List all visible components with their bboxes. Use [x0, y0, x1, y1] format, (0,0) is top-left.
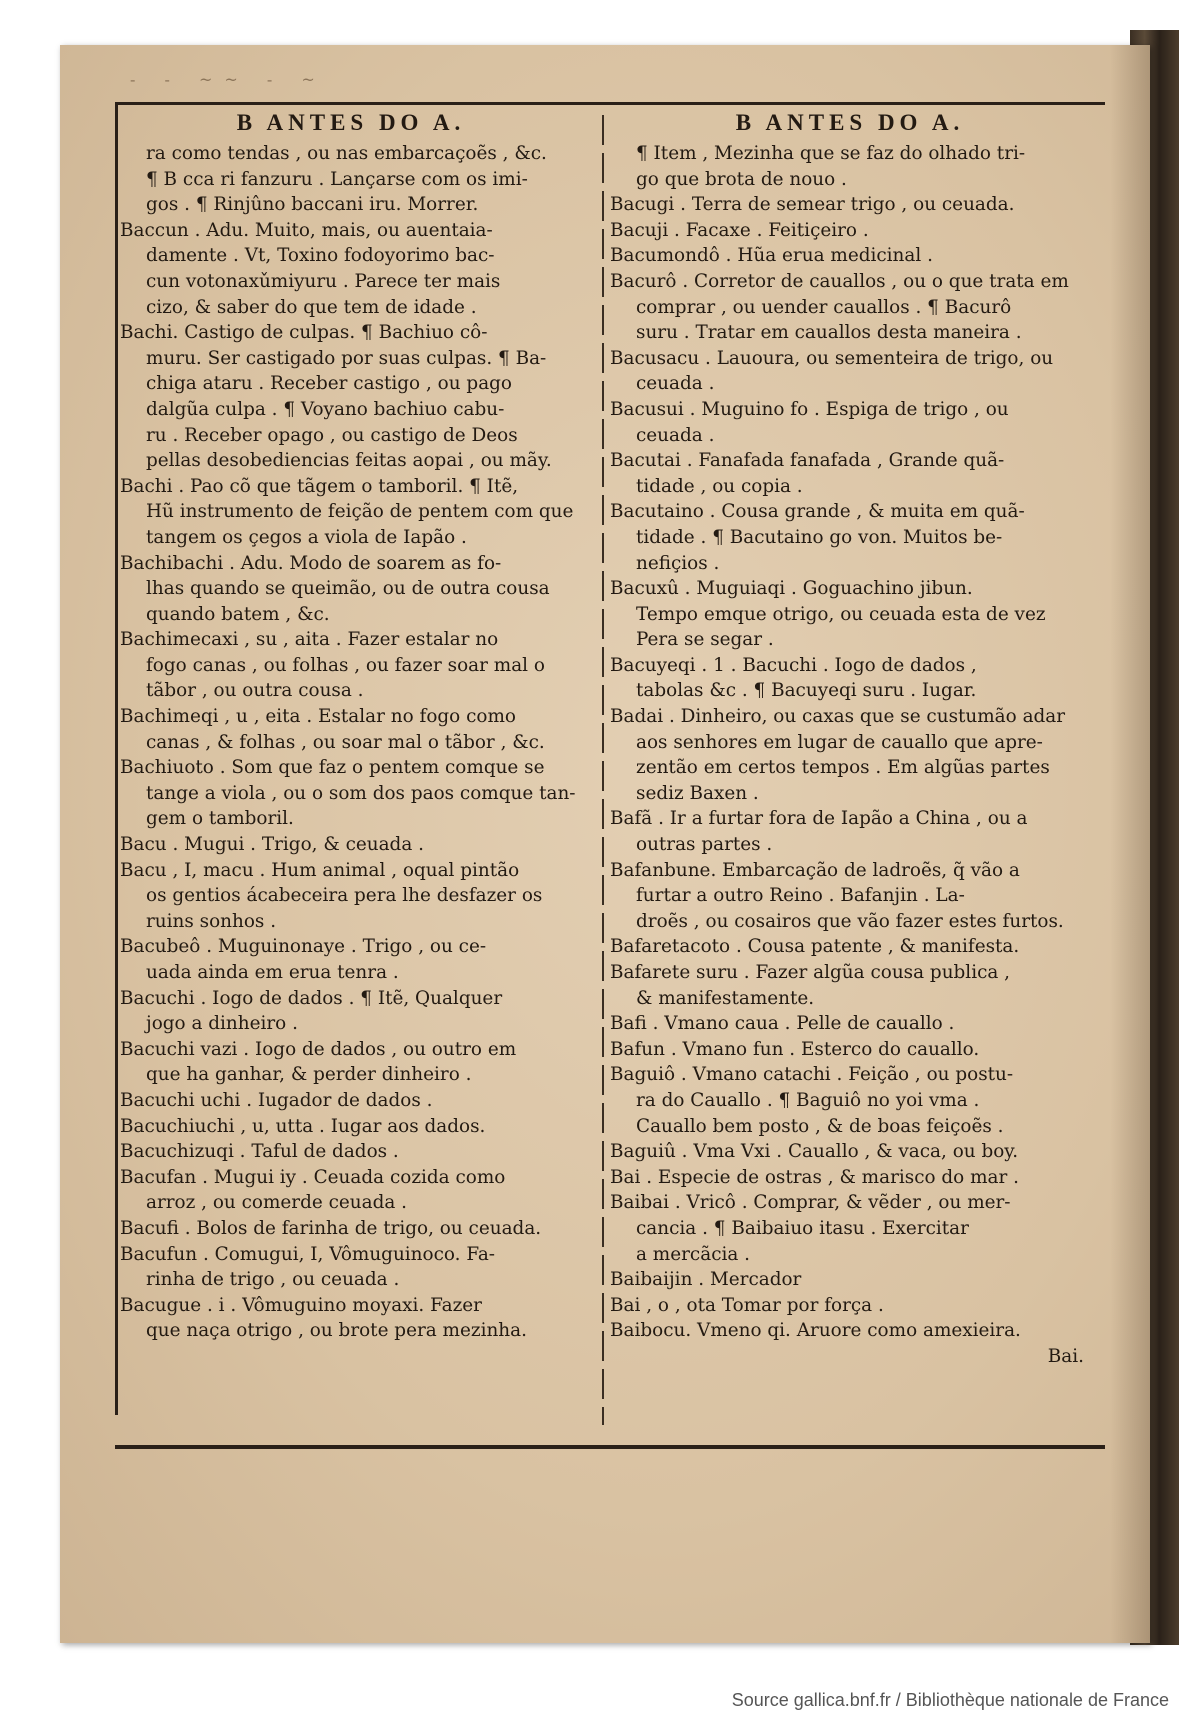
dictionary-line: Bacu . Mugui . Trigo, & ceuada . — [120, 834, 424, 856]
dictionary-line: Bacuji . Facaxe . Feitiçeiro . — [610, 219, 869, 241]
dictionary-line: Bacusacu . Lauoura, ou sementeira de trigo, ou — [610, 347, 1054, 369]
dictionary-line: aos senhores em lugar de cauallo que apre- — [636, 731, 1043, 753]
dictionary-line: que ha ganhar, & perder dinheiro . — [146, 1064, 472, 1086]
dictionary-line: Baibocu. Vmeno qi. Aruore como amexieira. — [610, 1320, 1021, 1342]
dictionary-line: a mercãcia . — [636, 1243, 751, 1265]
faint-top-marks: - - ~~ - ~ — [130, 70, 327, 89]
dictionary-line: Bacuchi . Iogo de dados . ¶ Itẽ, Qualquer — [120, 987, 503, 1009]
dictionary-line: Baibaijin . Mercador — [610, 1269, 802, 1291]
dictionary-line: jogo a dinheiro . — [146, 1013, 298, 1035]
dictionary-line: ra como tendas , ou nas embarcaçoẽs , &c. — [146, 143, 547, 164]
page-gutter-shadow — [1110, 45, 1150, 1643]
dictionary-line: Bacumondô . Hũa erua medicinal . — [610, 245, 933, 267]
dictionary-line: Bacutaino . Cousa grande , & muita em quã- — [610, 501, 1025, 523]
dictionary-line: quando batem , &c. — [146, 603, 330, 625]
dictionary-line: dalgũa culpa . ¶ Voyano bachiuo cabu- — [146, 398, 505, 420]
dictionary-line: Bachibachi . Adu. Modo de soarem as fo- — [120, 552, 502, 574]
running-header-left: B ANTES DO A. — [236, 110, 466, 135]
dictionary-line: cancia . ¶ Baibaiuo itasu . Exercitar — [636, 1217, 969, 1239]
dictionary-line: cun votonaxǔmiyuru . Parece ter mais — [146, 270, 501, 292]
dictionary-line: tãbor , ou outra cousa . — [146, 680, 364, 702]
dictionary-line: Bafarete suru . Fazer algũa cousa publica , — [610, 962, 1011, 983]
dictionary-line: ¶ Item , Mezinha que se faz do olhado tri- — [636, 143, 1026, 164]
dictionary-line: Bachi. Castigo de culpas. ¶ Bachiuo cô- — [120, 322, 488, 344]
dictionary-line: Baibai . Vricô . Comprar, & vẽder , ou mer- — [610, 1192, 1011, 1214]
dictionary-line: Bacufan . Mugui iy . Ceuada cozida como — [120, 1166, 506, 1188]
left-rule — [115, 105, 118, 1415]
dictionary-line: Bacufun . Comugui, I, Vômuguinoco. Fa- — [120, 1243, 496, 1265]
dictionary-line: cizo, & saber do que tem de idade . — [146, 296, 477, 318]
dictionary-line: gos . ¶ Rinjûno baccani iru. Morrer. — [146, 194, 479, 216]
dictionary-line: muru. Ser castigado por suas culpas. ¶ Ba- — [146, 347, 547, 369]
dictionary-line: & manifestamente. — [636, 987, 815, 1009]
bottom-rule — [115, 1445, 1105, 1449]
dictionary-line: Tempo emque otrigo, ou ceuada esta de vez — [636, 603, 1046, 625]
dictionary-line: Bachiuoto . Som que faz o pentem comque se — [120, 757, 545, 779]
dictionary-line: Bai . Especie de ostras , & marisco do mar . — [610, 1166, 1019, 1188]
dictionary-line: Cauallo bem posto , & de boas feiçoẽs . — [636, 1115, 1004, 1137]
dictionary-line: tabolas &c . ¶ Bacuyeqi suru . Iugar. — [636, 680, 977, 702]
dictionary-line: Bacuxû . Muguiaqi . Goguachino jibun. — [610, 578, 973, 600]
dictionary-line: Baguiô . Vmano catachi . Feição , ou postu- — [610, 1064, 1014, 1086]
dictionary-line: Bacusui . Muguino fo . Espiga de trigo , ou — [610, 398, 1009, 420]
dictionary-line: os gentios ácabeceira pera lhe desfazer os — [146, 885, 543, 907]
dictionary-line: ra do Cauallo . ¶ Baguiô no yoi vma . — [636, 1089, 980, 1111]
dictionary-line: zentão em certos tempos . Em algũas partes — [636, 757, 1050, 779]
dictionary-line: Bachimeqi , u , eita . Estalar no fogo como — [120, 706, 516, 728]
dictionary-line: canas , & folhas , ou soar mal o tãbor , &c. — [146, 731, 545, 753]
dictionary-line: Bachimecaxi , su , aita . Fazer estalar no — [120, 629, 499, 651]
dictionary-line: go que brota de nouo . — [636, 168, 847, 190]
column-divider — [602, 115, 604, 1425]
dictionary-line: droẽs , ou cosairos que vão fazer estes furtos. — [636, 910, 1064, 932]
dictionary-line: Bacutai . Fanafada fanafada , Grande quã- — [610, 450, 1005, 472]
dictionary-line: lhas quando se queimão, ou de outra cousa — [146, 578, 550, 600]
dictionary-line: Bacubeô . Muguinonaye . Trigo , ou ce- — [120, 936, 487, 958]
dictionary-line: Bacugi . Terra de semear trigo , ou ceuada. — [610, 194, 1015, 216]
dictionary-line: fogo canas , ou folhas , ou fazer soar mal o — [146, 654, 545, 676]
dictionary-line: Hũ instrumento de feição de pentem com que — [146, 501, 574, 523]
dictionary-line: nefiçios . — [636, 552, 720, 574]
top-rule — [115, 102, 1105, 105]
source-credit: Source gallica.bnf.fr / Bibliothèque nationale de France — [731, 1690, 1169, 1710]
dictionary-line: sediz Baxen . — [636, 782, 759, 804]
dictionary-line: Bacuchi uchi . Iugador de dados . — [120, 1089, 433, 1111]
dictionary-line: Badai . Dinheiro, ou caxas que se custumão adar — [610, 706, 1066, 728]
dictionary-line: Bafanbune. Embarcação de ladroẽs, q̃ vão a — [610, 859, 1020, 881]
dictionary-line: Bacuchiuchi , u, utta . Iugar aos dados. — [120, 1115, 486, 1137]
dictionary-line: rinha de trigo , ou ceuada . — [146, 1269, 400, 1291]
dictionary-line: outras partes . — [636, 834, 773, 856]
dictionary-line: ruins sonhos . — [146, 910, 277, 932]
dictionary-line: comprar , ou uender cauallos . ¶ Bacurô — [636, 296, 1012, 318]
dictionary-line: Bacu , I, macu . Hum animal , oqual pintão — [120, 859, 520, 881]
dictionary-line: ceuada . — [636, 424, 715, 446]
dictionary-line: chiga ataru . Receber castigo , ou pago — [146, 373, 513, 395]
dictionary-line: Baguiû . Vma Vxi . Cauallo , & vaca, ou boy. — [610, 1141, 1019, 1163]
dictionary-line: Bafaretacoto . Cousa patente , & manifesta. — [610, 936, 1020, 958]
dictionary-line: arroz , ou comerde ceuada . — [146, 1192, 408, 1214]
dictionary-line: suru . Tratar em cauallos desta maneira . — [636, 322, 1022, 344]
dictionary-line: tidade , ou copia . — [636, 475, 803, 497]
dictionary-line: tidade . ¶ Bacutaino go von. Muitos be- — [636, 526, 1003, 548]
dictionary-line: pellas desobediencias feitas aopai , ou mãy. — [146, 450, 552, 472]
catchword: Bai. — [1047, 1345, 1084, 1367]
dictionary-line: Bacufi . Bolos de farinha de trigo, ou ceuada. — [120, 1217, 542, 1239]
dictionary-line: Bacuyeqi . 1 . Bacuchi . Iogo de dados , — [610, 654, 977, 676]
dictionary-line: Bacuchizuqi . Taful de dados . — [120, 1141, 399, 1163]
right-column — [610, 108, 1090, 1428]
right-column-entries — [610, 141, 1090, 1344]
dictionary-line: Bachi . Pao cõ que tãgem o tamboril. ¶ Itẽ, — [120, 475, 519, 497]
dictionary-line: damente . Vt, Toxino fodoyorimo bac- — [146, 245, 495, 267]
dictionary-line: ¶ B cca ri fanzuru . Lançarse com os imi- — [146, 168, 528, 190]
dictionary-line: tange a viola , ou o som dos paos comque tan- — [146, 782, 576, 804]
dictionary-line: Bai , o , ota Tomar por força . — [610, 1294, 884, 1316]
dictionary-line: Bacurô . Corretor de cauallos , ou o que trata em — [610, 270, 1069, 292]
dictionary-line: Bacugue . i . Vômuguino moyaxi. Fazer — [120, 1294, 482, 1316]
dictionary-line: Bafi . Vmano caua . Pelle de cauallo . — [610, 1013, 955, 1035]
dictionary-line: Bacuchi vazi . Iogo de dados , ou outro em — [120, 1038, 517, 1060]
dictionary-line: Pera se segar . — [636, 629, 774, 651]
dictionary-line: tangem os çegos a viola de Iapão . — [146, 526, 467, 548]
running-header-right: B ANTES DO A. — [735, 110, 965, 135]
left-column — [120, 108, 582, 1428]
dictionary-line: ru . Receber opago , ou castigo de Deos — [146, 424, 518, 446]
dictionary-line: Bafã . Ir a furtar fora de Iapão a China , ou a — [610, 808, 1028, 830]
dictionary-line: gem o tamboril. — [146, 808, 294, 830]
dictionary-line: Bafun . Vmano fun . Esterco do cauallo. — [610, 1038, 980, 1060]
dictionary-line: ceuada . — [636, 373, 715, 395]
dictionary-line: que naça otrigo , ou brote pera mezinha. — [146, 1320, 527, 1342]
left-column-entries — [120, 141, 582, 1344]
dictionary-line: Baccun . Adu. Muito, mais, ou auentaia- — [120, 219, 493, 241]
dictionary-line: uada ainda em erua tenra . — [146, 962, 399, 983]
dictionary-line: furtar a outro Reino . Bafanjin . La- — [636, 885, 965, 907]
